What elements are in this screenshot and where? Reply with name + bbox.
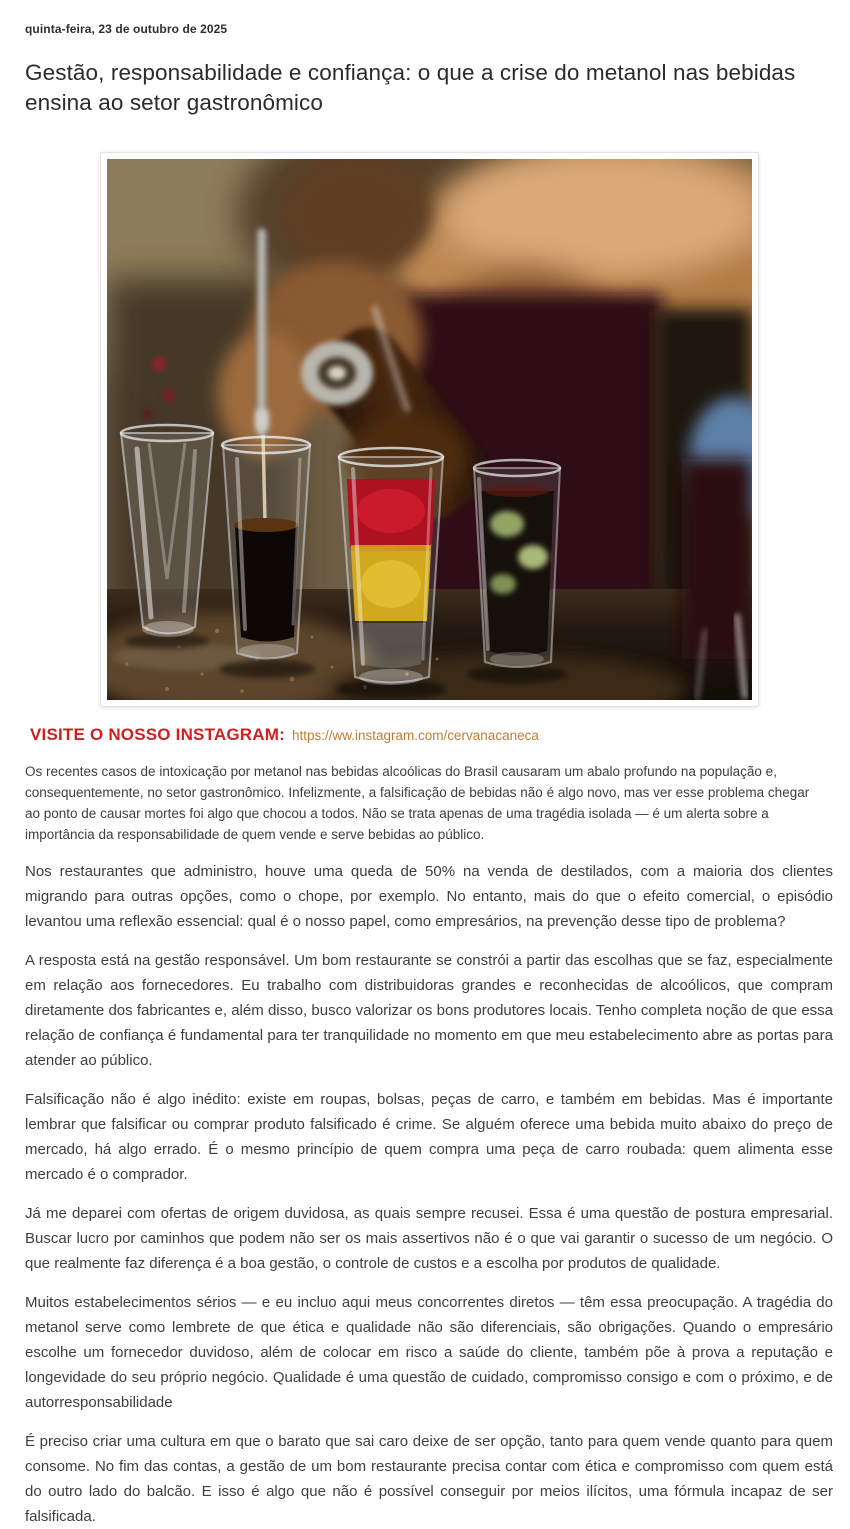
instagram-callout	[30, 725, 833, 745]
post-title: Gestão, responsabilidade e confiança: o que a crise do metanol nas bebidas ensina ao setor gastronômico	[25, 60, 796, 115]
shot-glass-layered	[339, 448, 443, 685]
post-date: quinta-feira, 23 de outubro de 2025	[25, 22, 228, 36]
shot-glass-dark-pour	[222, 437, 310, 659]
paragraph-4: Falsificação não é algo inédito: existe em roupas, bolsas, peças de carro, e também em bebidas. Mas é importante lembrar que falsificar ou comprar produto falsificado é crime. Se alguém oferece uma bebida muito abaixo do preço de mercado, há algo errado. É o mesmo princípio de quem compra uma peça de carro roubada: quem alimenta esse mercado é o comprador.	[25, 1091, 833, 1183]
instagram-label: VISITE O NOSSO INSTAGRAM:	[30, 725, 285, 744]
instagram-link[interactable]: https://ww.instagram.com/cervanacaneca	[291, 728, 539, 743]
speed-pourer	[255, 229, 269, 437]
article-photo-pouring-shots	[107, 159, 752, 700]
paragraph-3: A resposta está na gestão responsável. Um bom restaurante se constrói a partir das escolhas que se faz, especialmente em relação aos fornecedores. Eu trabalho com distribuidoras grandes e reconhecidas de alcoólicos, que compram diretamente dos fabricantes e, além disso, busco valorizar os bons produtores locais. Tenho completa noção de que essa relação de confiança é fundamental para ter tranquilidade no momento em que meu estabelecimento abre as portas para atender ao público.	[25, 952, 833, 1069]
paragraph-1: Os recentes casos de intoxicação por metanol nas bebidas alcoólicas do Brasil causaram um abalo profundo na população e, consequentemente, no setor gastronômico. Infelizmente, a falsificação de bebidas não é algo novo, mas ver esse problema chegar ao ponto de causar mortes foi algo que chocou a todos. Não se trata apenas de uma tragédia isolada — é um alerta sobre a importância da responsabilidade de quem vende e serve bebidas ao público.	[25, 764, 810, 842]
shot-glass-lime	[474, 460, 560, 667]
paragraph-2: Nos restaurantes que administro, houve uma queda de 50% na venda de destilados, com a maioria dos clientes migrando para outras opções, como o chope, por exemplo. No entanto, mais do que o efeito comercial, o episódio levantou uma reflexão essencial: qual é o nosso papel, como empresários, na prevenção desse tipo de problema?	[25, 863, 833, 930]
paragraph-6: Muitos estabelecimentos sérios — e eu incluo aqui meus concorrentes diretos — têm essa preocupação. A tragédia do metanol serve como lembrete de que ética e qualidade não são diferenciais, são obrigações. Quando o empresário escolhe um fornecedor duvidoso, além de colocar em risco a saúde do cliente, também põe à prova a reputação e longevidade do seu próprio negócio. Qualidade é uma questão de cuidado, compromisso consigo e com o próximo, e de autorresponsabilidade	[25, 1294, 833, 1411]
article-image-frame[interactable]	[100, 152, 759, 707]
paragraph-7: É preciso criar uma cultura em que o barato que sai caro deixe de ser opção, tanto para quem vende quanto para quem consome. No fim das contas, a gestão de um bom restaurante precisa contar com ética e compromisso com quem está do outro lado do balcão. E isso é algo que não é possível conseguir por meios ilícitos, uma fórmula incapaz de ser falsificada.	[25, 1433, 833, 1525]
paragraph-5: Já me deparei com ofertas de origem duvidosa, as quais sempre recusei. Essa é uma questão de postura empresarial. Buscar lucro por caminhos que podem não ser os mais assertivos não é o que vai garantir o sucesso de um negócio. O que realmente faz diferença é a boa gestão, o controle de custos e a escolha por produtos de qualidade.	[25, 1205, 833, 1272]
